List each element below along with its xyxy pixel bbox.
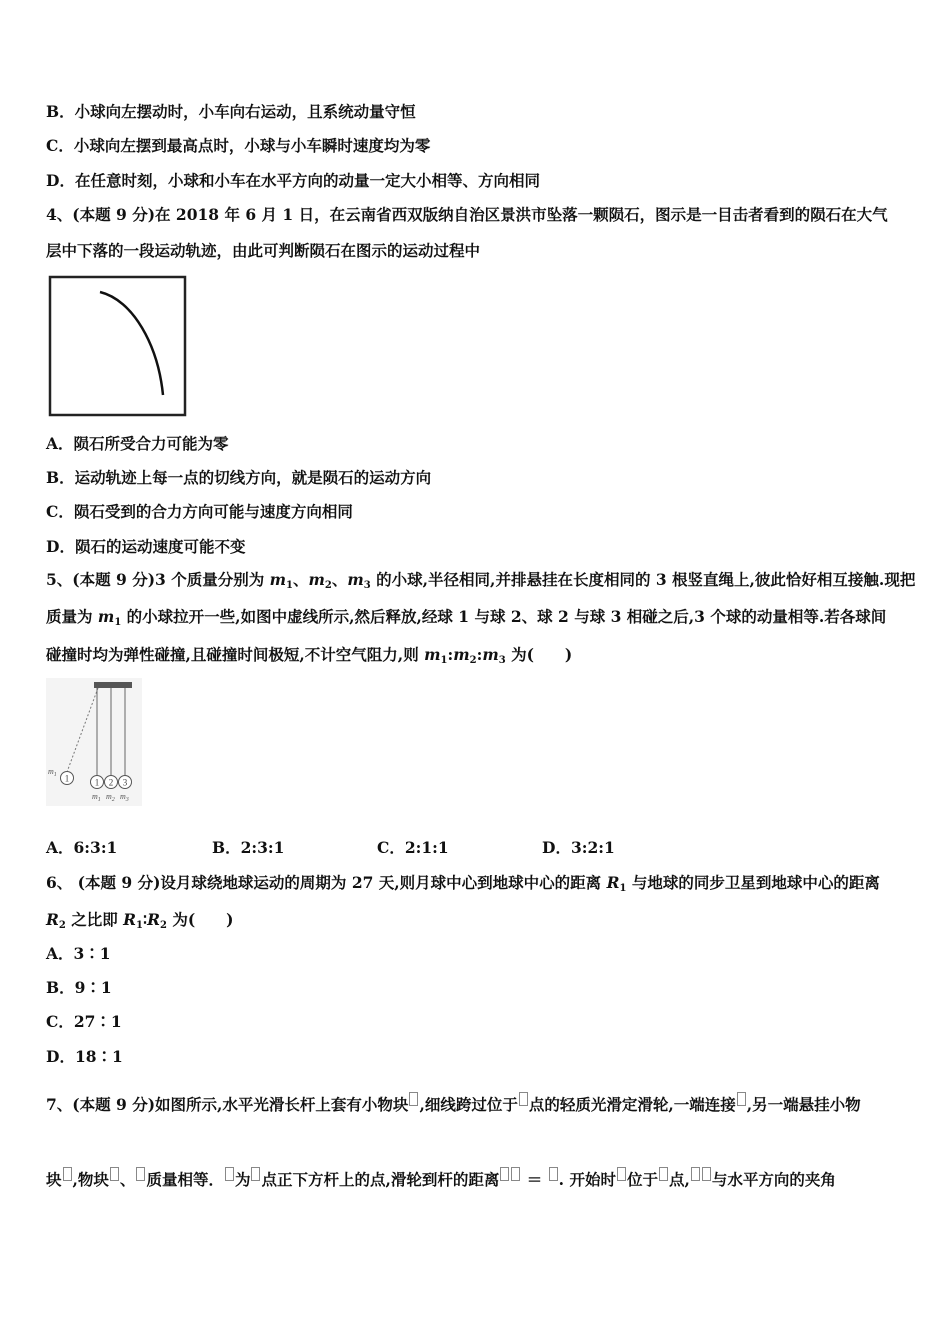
missing-glyph — [617, 1167, 626, 1181]
q3-option-c: C．小球向左摆到最高点时，小球与小车瞬时速度均为零 — [46, 136, 431, 155]
q3-option-b: B．小球向左摆动时，小车向右运动，且系统动量守恒 — [46, 102, 416, 121]
q6-option-d: D．18∶1 — [46, 1047, 123, 1066]
q5-option-d: D．3:2:1 — [542, 838, 615, 857]
ball-2-label: 2 — [108, 777, 114, 788]
q5-stem-line2: 质量为 $m_1$ 的小球拉开一些,如图中虚线所示,然后释放,经球 1 与球 2、球 2 与球 3 相碰之后,3 个球的动量相等.若各球间 — [46, 607, 887, 628]
q4-option-a: A．陨石所受合力可能为零 — [46, 434, 229, 453]
ball-1-displaced-label: 1 — [64, 773, 70, 784]
pendulum-figure — [46, 678, 142, 806]
q5-stem-line1: 5、(本题 9 分)3 个质量分别为 $m_1$、$m_2$、$m_3$ 的小球,半径相同,并排悬挂在长度相同的 3 根竖直绳上,彼此恰好相互接触.现把 — [46, 570, 916, 591]
missing-glyph — [63, 1167, 72, 1181]
q6-option-c: C．27∶1 — [46, 1012, 122, 1031]
q5-option-b: B．2:3:1 — [212, 838, 285, 857]
missing-glyph — [691, 1167, 700, 1181]
mass-label-displaced: $m_1$ — [48, 767, 57, 778]
q4-option-d: D．陨石的运动速度可能不变 — [46, 537, 246, 556]
q7-stem-line1: 7、(本题 9 分)如图所示,水平光滑长杆上套有小物块 ,细线跨过位于 点的轻质光滑定滑轮,一端连接 ,另一端悬挂小物 — [46, 1092, 861, 1115]
q4-stem-line2: 层中下落的一段运动轨迹，由此可判断陨石在图示的运动过程中 — [46, 241, 481, 260]
missing-glyph — [659, 1167, 668, 1181]
missing-glyph — [549, 1167, 558, 1181]
ball-1-label: 1 — [94, 777, 100, 788]
q5-option-c: C．2:1:1 — [377, 838, 449, 857]
q5-option-a: A．6:3:1 — [46, 838, 118, 857]
q4-option-b: B．运动轨迹上每一点的切线方向，就是陨石的运动方向 — [46, 468, 432, 487]
missing-glyph — [251, 1167, 260, 1181]
q6-option-a: A．3∶1 — [46, 944, 111, 963]
mass-label-1: $m_1$ — [92, 792, 101, 803]
q6-option-b: B．9∶1 — [46, 978, 112, 997]
missing-glyph — [500, 1167, 509, 1181]
q5-stem-line3: 碰撞时均为弹性碰撞,且碰撞时间极短,不计空气阻力,则 $m_1:m_2:m_3$ 为( ) — [46, 645, 573, 666]
q6-stem-line2: $R_2$ 之比即 $R_1∶R_2$ 为( ) — [46, 910, 234, 931]
q7-stem-line2: 块 ,物块 、 质量相等． 为 点正下方杆上的点,滑轮到杆的距离 ＝ . 开始时 位于 点, 与水平方向的夹角 — [46, 1167, 836, 1190]
meteor-trajectory-figure — [48, 275, 188, 418]
missing-glyph — [136, 1167, 145, 1181]
trajectory-curve — [100, 292, 163, 395]
figure-frame — [50, 277, 185, 415]
q6-stem-line1: 6、 (本题 9 分)设月球绕地球运动的周期为 27 天,则月球中心到地球中心的距离 $R_1$ 与地球的同步卫星到地球中心的距离 — [46, 873, 880, 894]
missing-glyph — [519, 1092, 528, 1106]
missing-glyph — [225, 1167, 234, 1181]
missing-glyph — [110, 1167, 119, 1181]
ceiling-bar — [94, 682, 132, 688]
q4-option-c: C．陨石受到的合力方向可能与速度方向相同 — [46, 502, 353, 521]
missing-glyph — [737, 1092, 746, 1106]
q3-option-d: D．在任意时刻，小球和小车在水平方向的动量一定大小相等、方向相同 — [46, 171, 540, 190]
missing-glyph — [511, 1167, 520, 1181]
q4-stem-line1: 4、(本题 9 分)在 2018 年 6 月 1 日，在云南省西双版纳自治区景洪市坠落一颗陨石，图示是一目击者看到的陨石在大气 — [46, 205, 888, 224]
missing-glyph — [409, 1092, 418, 1106]
mass-label-2: $m_2$ — [106, 792, 115, 803]
missing-glyph — [702, 1167, 711, 1181]
mass-label-3: $m_3$ — [120, 792, 129, 803]
ball-3-label: 3 — [122, 777, 128, 788]
